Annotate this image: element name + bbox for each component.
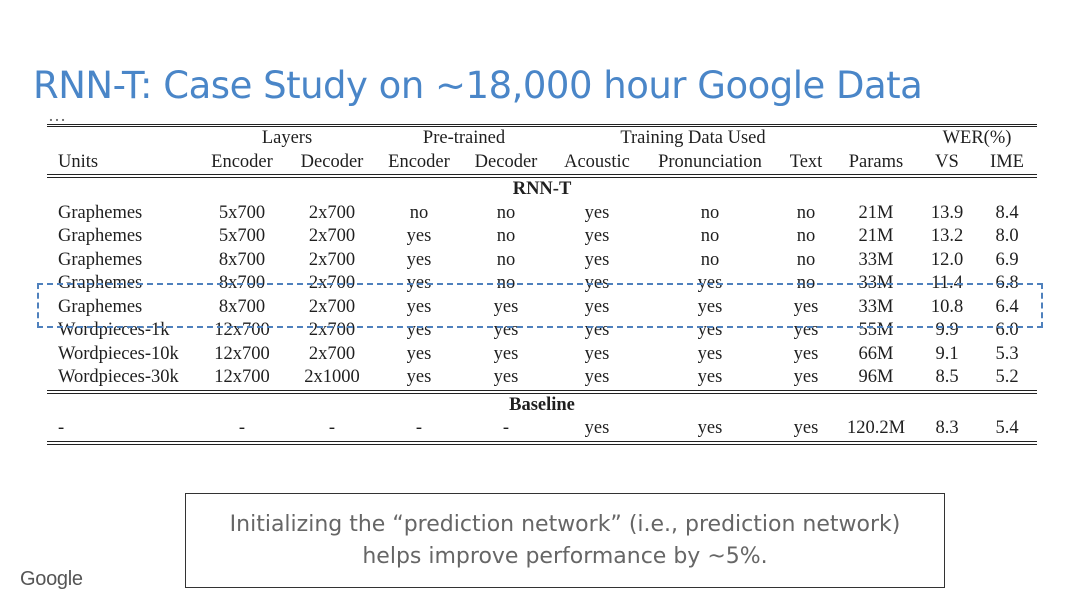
table-cell: 12x700 [214,367,270,387]
table-cell: yes [406,273,432,293]
table-cell: 5x700 [218,202,266,223]
table-cell: 12.0 [930,249,964,270]
table-cell: Graphemes [58,249,143,270]
table-cell: 2x700 [308,249,356,270]
column-header: Pronunciation [658,151,762,172]
table-cell: yes [406,249,432,270]
table-cell: yes [584,418,610,438]
table-cell: 8x700 [218,273,266,293]
table-cell: 33M [858,249,894,270]
table-cell: 120.2M [846,418,906,438]
table-cell: 9.1 [935,343,959,364]
table-cell: yes [697,273,723,293]
table-row [47,202,1037,226]
table-row [47,417,1037,443]
table-cell: no [700,202,720,223]
group-header-wer: WER(%) [942,128,1012,148]
table-cell: no [700,249,720,270]
table-cell: 2x700 [308,296,356,317]
table-bottom-rule [47,443,1037,445]
table-row [47,343,1037,367]
table-cell: yes [584,249,610,270]
column-header: Acoustic [564,151,630,172]
column-header: IME [990,151,1024,172]
table-cell: yes [406,367,432,387]
table-cell: - [328,418,336,438]
table-cell: 2x700 [308,320,356,340]
table-cell: 6.9 [995,249,1019,270]
callout-line-2: helps improve performance by ~5%. [362,543,768,569]
table-cell: 6.8 [995,273,1019,293]
table-cell: yes [406,226,432,246]
table-row [47,225,1037,249]
table-cell: Graphemes [58,226,143,246]
column-header: Text [789,151,823,172]
group-header-training-data: Training Data Used [620,128,766,148]
table-cell: 8x700 [218,249,266,270]
table-row [47,366,1037,392]
group-header-layers: Layers [261,128,313,148]
table-cell: Graphemes [58,202,143,223]
table-cell: 33M [858,273,894,293]
table-cell: 8.5 [935,367,959,387]
section-row-rnnt [47,176,1037,202]
google-logo: Google [20,568,83,590]
table-cell: 5.2 [995,367,1019,387]
table-cell: 5.4 [995,418,1019,438]
table-cell: yes [793,296,819,317]
table-cell: yes [584,202,610,223]
spacer [835,126,917,151]
column-header: Encoder [388,151,450,172]
table-cell: yes [584,320,610,340]
column-header: Params [848,151,904,172]
table-cell: Wordpieces-1k [58,320,170,340]
table-cell: no [409,202,429,223]
table-cell: no [496,249,516,270]
table-cell: yes [406,343,432,364]
table-cell: yes [493,296,519,317]
table-cell: 5.3 [995,343,1019,364]
table-cell: 6.4 [995,296,1019,317]
table-cell: yes [697,296,723,317]
table-cell: 66M [858,343,894,364]
table-cell: 33M [858,296,894,317]
spacer [47,126,197,151]
table-cell: yes [584,273,610,293]
table-cell: - [238,418,246,438]
table-cell: no [796,249,816,270]
table-cell: no [496,202,516,223]
column-header-row [47,151,1037,177]
table-cell: 2x700 [308,343,356,364]
table-cell: 8.0 [995,226,1019,246]
table-cell: Graphemes [58,296,143,317]
column-header: VS [935,151,959,172]
table-cell: yes [697,367,723,387]
table-cell: 2x1000 [304,367,360,387]
table-cell: 55M [858,320,894,340]
table-cell: yes [793,367,819,387]
table-cell: yes [493,367,519,387]
table-cell: Graphemes [58,273,143,293]
table-cell: yes [697,320,723,340]
table-cell: - [502,418,510,438]
table-cell: 5x700 [218,226,266,246]
table-cell: 12x700 [214,320,270,340]
table-cell: 6.0 [995,320,1019,340]
table-cell: yes [406,296,432,317]
table-cell: no [796,202,816,223]
column-header: Decoder [474,151,538,172]
table-cell: no [796,273,816,293]
table-cell: 8.4 [995,202,1019,223]
table-cell: - [415,418,423,438]
table-row [47,249,1037,273]
table-cell: 13.2 [930,226,964,246]
table-cell: 2x700 [308,273,356,293]
table-cell: yes [493,343,519,364]
table-cell: yes [584,343,610,364]
slide-title: RNN-T: Case Study on ~18,000 hour Google Data [33,64,923,107]
table-cell: yes [793,320,819,340]
table-cell: yes [406,320,432,340]
table-cell: yes [697,418,723,438]
table-cell: Wordpieces-30k [58,367,179,387]
column-header: Units [58,151,99,172]
table-cell: no [796,226,816,246]
table-cell: yes [584,296,610,317]
section-label: Baseline [509,394,575,415]
table-cell: yes [584,226,610,246]
column-header: Decoder [300,151,364,172]
table-cell: 21M [858,226,894,246]
table-cell: no [496,226,516,246]
table-cell: 21M [858,202,894,223]
table-cell: 13.9 [930,202,964,223]
callout-box [185,493,945,588]
table-cell: yes [793,343,819,364]
cropped-caption-fragment: … [48,105,66,125]
column-header: Encoder [211,151,273,172]
table-cell: 11.4 [931,273,963,293]
table-cell: 9.9 [935,320,959,340]
table-cell: no [496,273,516,293]
table-cell: 8x700 [218,296,266,317]
table-cell: yes [793,418,819,438]
table-cell: 96M [858,367,894,387]
table-cell: yes [697,343,723,364]
group-header-row [47,126,1037,151]
table-cell: 2x700 [308,226,356,246]
highlight-box [37,283,1043,328]
section-row-baseline [47,392,1037,418]
table-cell: 12x700 [214,343,270,364]
table-cell: Wordpieces-10k [58,343,179,364]
table-cell: 10.8 [930,296,964,317]
section-label: RNN-T [512,179,572,199]
table-cell: 2x700 [308,202,356,223]
table-cell: yes [493,320,519,340]
table-cell: yes [584,367,610,387]
table-cell: no [700,226,720,246]
table-cell: 8.3 [935,418,959,438]
callout-line-1: Initializing the “prediction network” (i.e., prediction network) [229,511,901,537]
group-header-pretrained: Pre-trained [422,128,506,148]
table-cell: - [58,418,65,438]
